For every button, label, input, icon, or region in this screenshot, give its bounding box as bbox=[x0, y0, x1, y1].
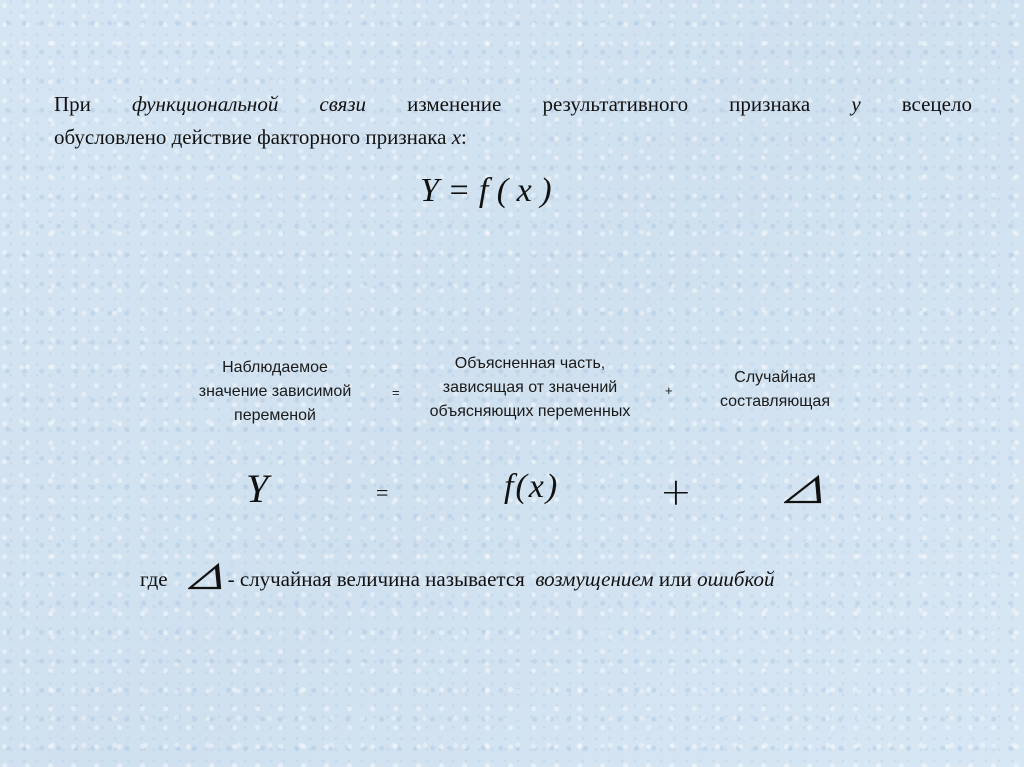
intro-line-2 bbox=[54, 121, 972, 154]
intro-line-1 bbox=[54, 88, 972, 121]
where-text: - случайная величина называется bbox=[227, 566, 525, 591]
intro-word: изменение bbox=[407, 92, 502, 116]
label-observed-value: Наблюдаемое значение зависимой переменой bbox=[198, 359, 352, 424]
label-random-component: Случайная составляющая bbox=[720, 369, 830, 410]
intro-var-y: y bbox=[851, 92, 861, 116]
small-plus-sign: + bbox=[665, 383, 673, 398]
where-term-disturbance: возмущением bbox=[535, 566, 654, 591]
intro-word: признака bbox=[729, 92, 811, 116]
where-line bbox=[140, 562, 775, 596]
triangle-delta-icon bbox=[784, 474, 824, 509]
intro-word: При bbox=[54, 92, 91, 116]
intro-term-link: связи bbox=[319, 92, 367, 116]
where-or: или bbox=[658, 566, 692, 591]
equation-fx: f(x) bbox=[504, 468, 560, 505]
intro-word: всецело bbox=[901, 92, 972, 116]
intro-word: результативного bbox=[542, 92, 689, 116]
small-equals-sign: = bbox=[392, 385, 400, 400]
intro-paragraph bbox=[54, 88, 972, 154]
main-formula: Y = f ( x ) bbox=[420, 172, 552, 209]
where-term-error: ошибкой bbox=[697, 566, 775, 591]
intro-term-functional: функциональной bbox=[132, 92, 279, 116]
intro-var-x: x bbox=[451, 125, 462, 149]
where-prefix: где bbox=[140, 566, 168, 591]
triangle-delta-icon bbox=[188, 562, 224, 596]
intro-line-2-text: обусловлено действие факторного признака bbox=[54, 125, 447, 149]
label-explained-part: Объясненная часть, зависящая от значений объясняющих переменных bbox=[429, 355, 631, 420]
equation-equals: = bbox=[376, 480, 389, 505]
equation-y: Y bbox=[246, 466, 269, 511]
intro-colon: : bbox=[461, 125, 467, 149]
equation-plus: + bbox=[660, 470, 692, 514]
